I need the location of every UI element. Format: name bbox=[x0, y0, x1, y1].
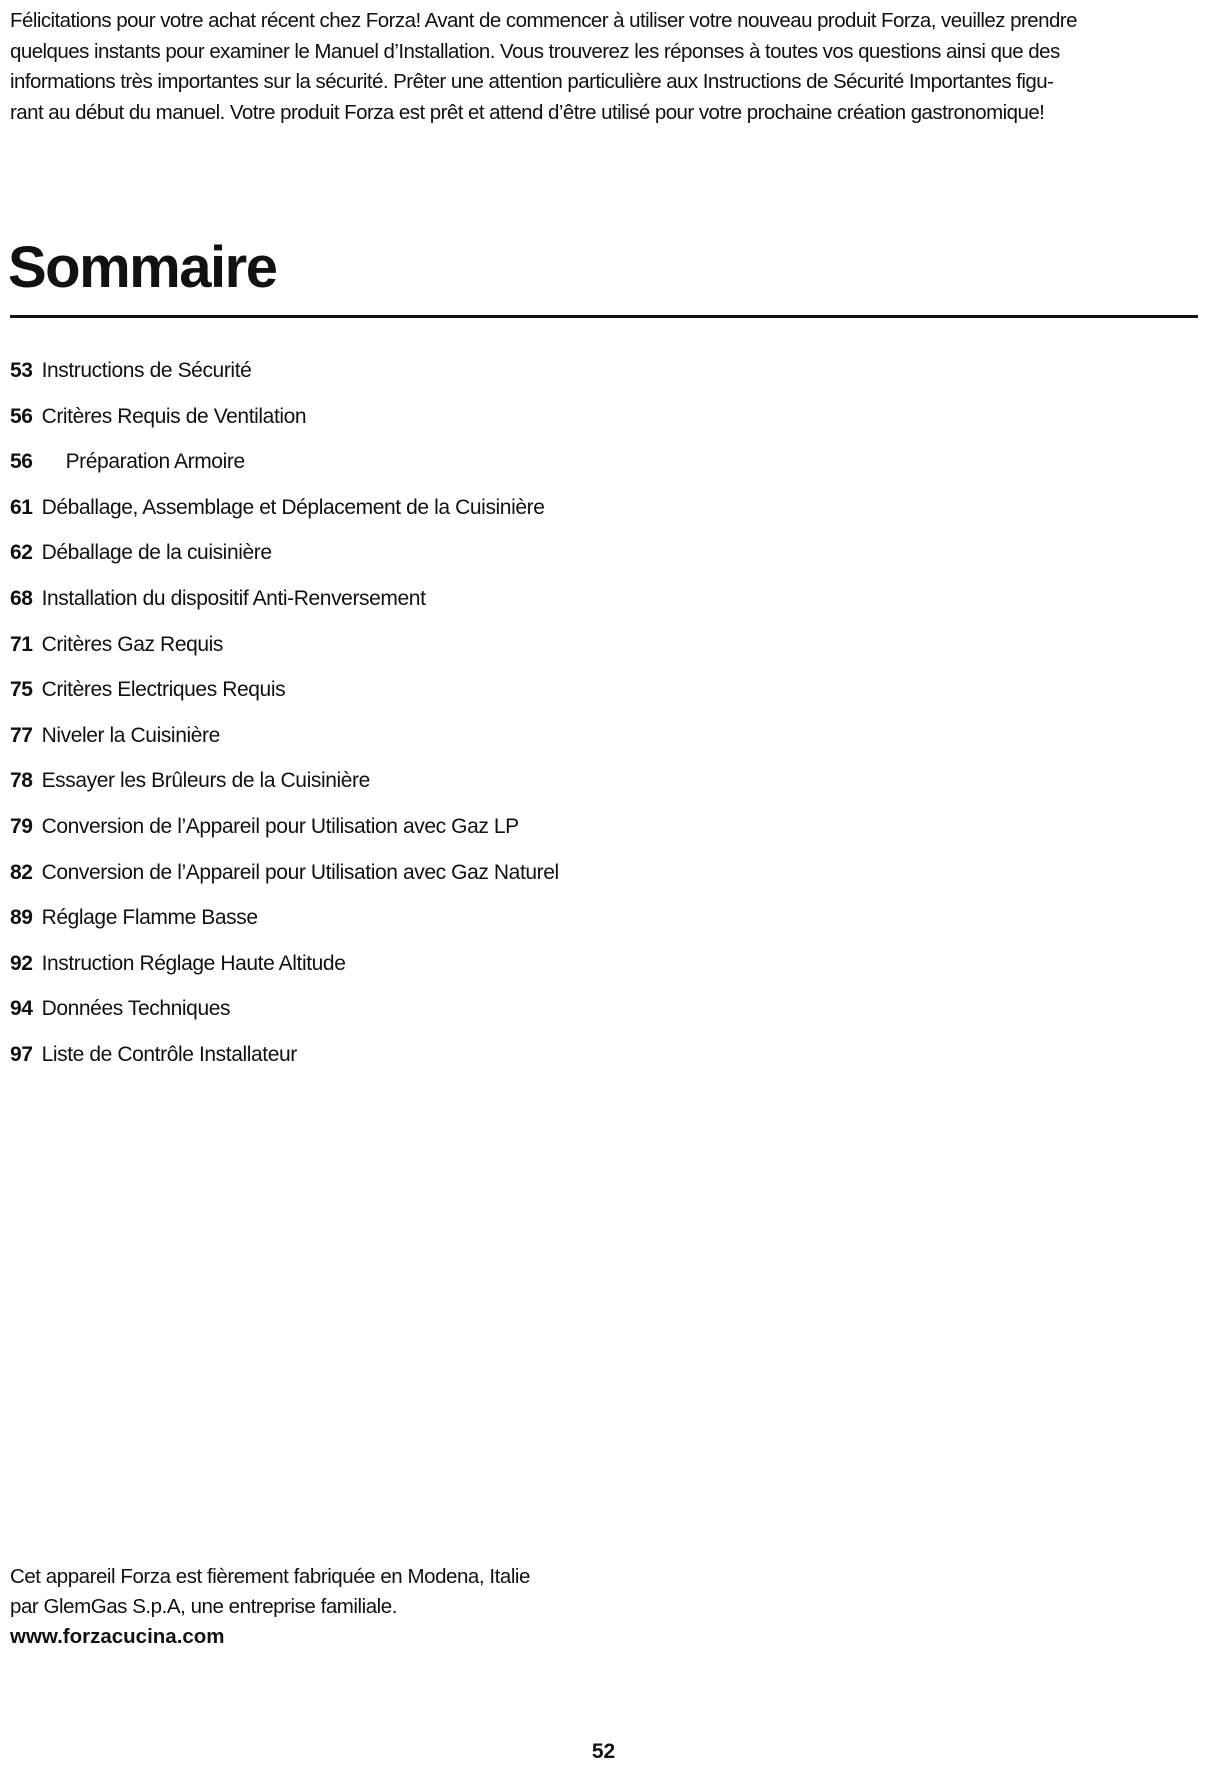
toc-page-number: 61 bbox=[10, 495, 33, 519]
toc-page-number: 97 bbox=[10, 1042, 33, 1066]
toc-title: Instruction Réglage Haute Altitude bbox=[41, 951, 346, 975]
toc-page-number: 75 bbox=[10, 678, 33, 702]
toc-page-number: 82 bbox=[10, 860, 33, 884]
toc-item bbox=[10, 400, 559, 446]
toc-title: Critères Requis de Ventilation bbox=[41, 404, 307, 428]
toc-page-number: 56 bbox=[10, 450, 33, 474]
toc-item bbox=[10, 719, 559, 765]
toc-page-number: 56 bbox=[10, 404, 33, 428]
toc-page-number: 68 bbox=[10, 586, 33, 610]
toc-page-number: 94 bbox=[10, 997, 33, 1021]
heading-divider bbox=[10, 315, 1198, 318]
intro-paragraph bbox=[10, 6, 1200, 128]
toc-title: Déballage, Assemblage et Déplacement de la Cuisinière bbox=[41, 495, 545, 519]
toc-item bbox=[10, 947, 559, 993]
intro-line: rant au début du manuel. Votre produit Forza est prêt et attend d’être utilisé pour votre prochaine création gastronomique! bbox=[10, 100, 1045, 124]
toc-item bbox=[10, 673, 559, 719]
toc-item bbox=[10, 901, 559, 947]
toc-title: Conversion de l’Appareil pour Utilisation avec Gaz Naturel bbox=[41, 860, 559, 884]
toc-item bbox=[10, 992, 559, 1038]
toc-item bbox=[10, 582, 559, 628]
toc-page-number: 71 bbox=[10, 632, 33, 656]
toc-page-number: 77 bbox=[10, 723, 33, 747]
toc-page-number: 89 bbox=[10, 906, 33, 930]
toc-title: Critères Electriques Requis bbox=[41, 678, 286, 702]
toc-page-number: 79 bbox=[10, 814, 33, 838]
intro-line: Félicitations pour votre achat récent chez Forza! Avant de commencer à utiliser votre nouveau produit Forza, veuillez prendre bbox=[10, 9, 1077, 32]
toc-title: Conversion de l’Appareil pour Utilisation avec Gaz LP bbox=[41, 814, 519, 838]
toc-title: Critères Gaz Requis bbox=[41, 632, 224, 656]
toc-page-number: 53 bbox=[10, 359, 33, 382]
page-title: Sommaire bbox=[8, 235, 277, 300]
toc-item bbox=[10, 445, 559, 491]
toc-item bbox=[10, 764, 559, 810]
footer-line: par GlemGas S.p.A, une entreprise familiale. bbox=[10, 1595, 397, 1618]
toc-page-number: 78 bbox=[10, 769, 33, 793]
toc-item bbox=[10, 354, 559, 400]
page-number: 52 bbox=[591, 1740, 616, 1763]
toc-item bbox=[10, 856, 559, 902]
manufacturer-note bbox=[10, 1562, 530, 1652]
toc-title: Niveler la Cuisinière bbox=[41, 723, 220, 747]
website-link[interactable]: www.forzacucina.com bbox=[10, 1625, 225, 1648]
toc-item bbox=[10, 628, 559, 674]
intro-line: quelques instants pour examiner le Manuel d’Installation. Vous trouverez les réponses à toutes vos questions ainsi que des bbox=[10, 39, 1060, 63]
toc-page-number: 62 bbox=[10, 541, 33, 565]
table-of-contents bbox=[10, 354, 559, 1084]
intro-line: informations très importantes sur la sécurité. Prêter une attention particulière aux Instructions de Sécurité Importantes figu- bbox=[10, 70, 1054, 93]
toc-item bbox=[10, 536, 559, 582]
toc-item bbox=[10, 491, 559, 537]
footer-line: Cet appareil Forza est fièrement fabriquée en Modena, Italie bbox=[10, 1565, 530, 1588]
toc-title: Installation du dispositif Anti-Renversement bbox=[41, 586, 426, 610]
toc-title: Liste de Contrôle Installateur bbox=[41, 1042, 297, 1066]
toc-item bbox=[10, 1038, 559, 1084]
toc-item bbox=[10, 810, 559, 856]
toc-page-number: 92 bbox=[10, 951, 33, 975]
toc-title: Réglage Flamme Basse bbox=[41, 906, 258, 930]
toc-title: Données Techniques bbox=[41, 997, 231, 1021]
toc-title: Préparation Armoire bbox=[65, 450, 245, 474]
toc-title: Instructions de Sécurité bbox=[41, 359, 252, 382]
toc-title: Déballage de la cuisinière bbox=[41, 541, 272, 565]
toc-title: Essayer les Brûleurs de la Cuisinière bbox=[41, 769, 370, 793]
